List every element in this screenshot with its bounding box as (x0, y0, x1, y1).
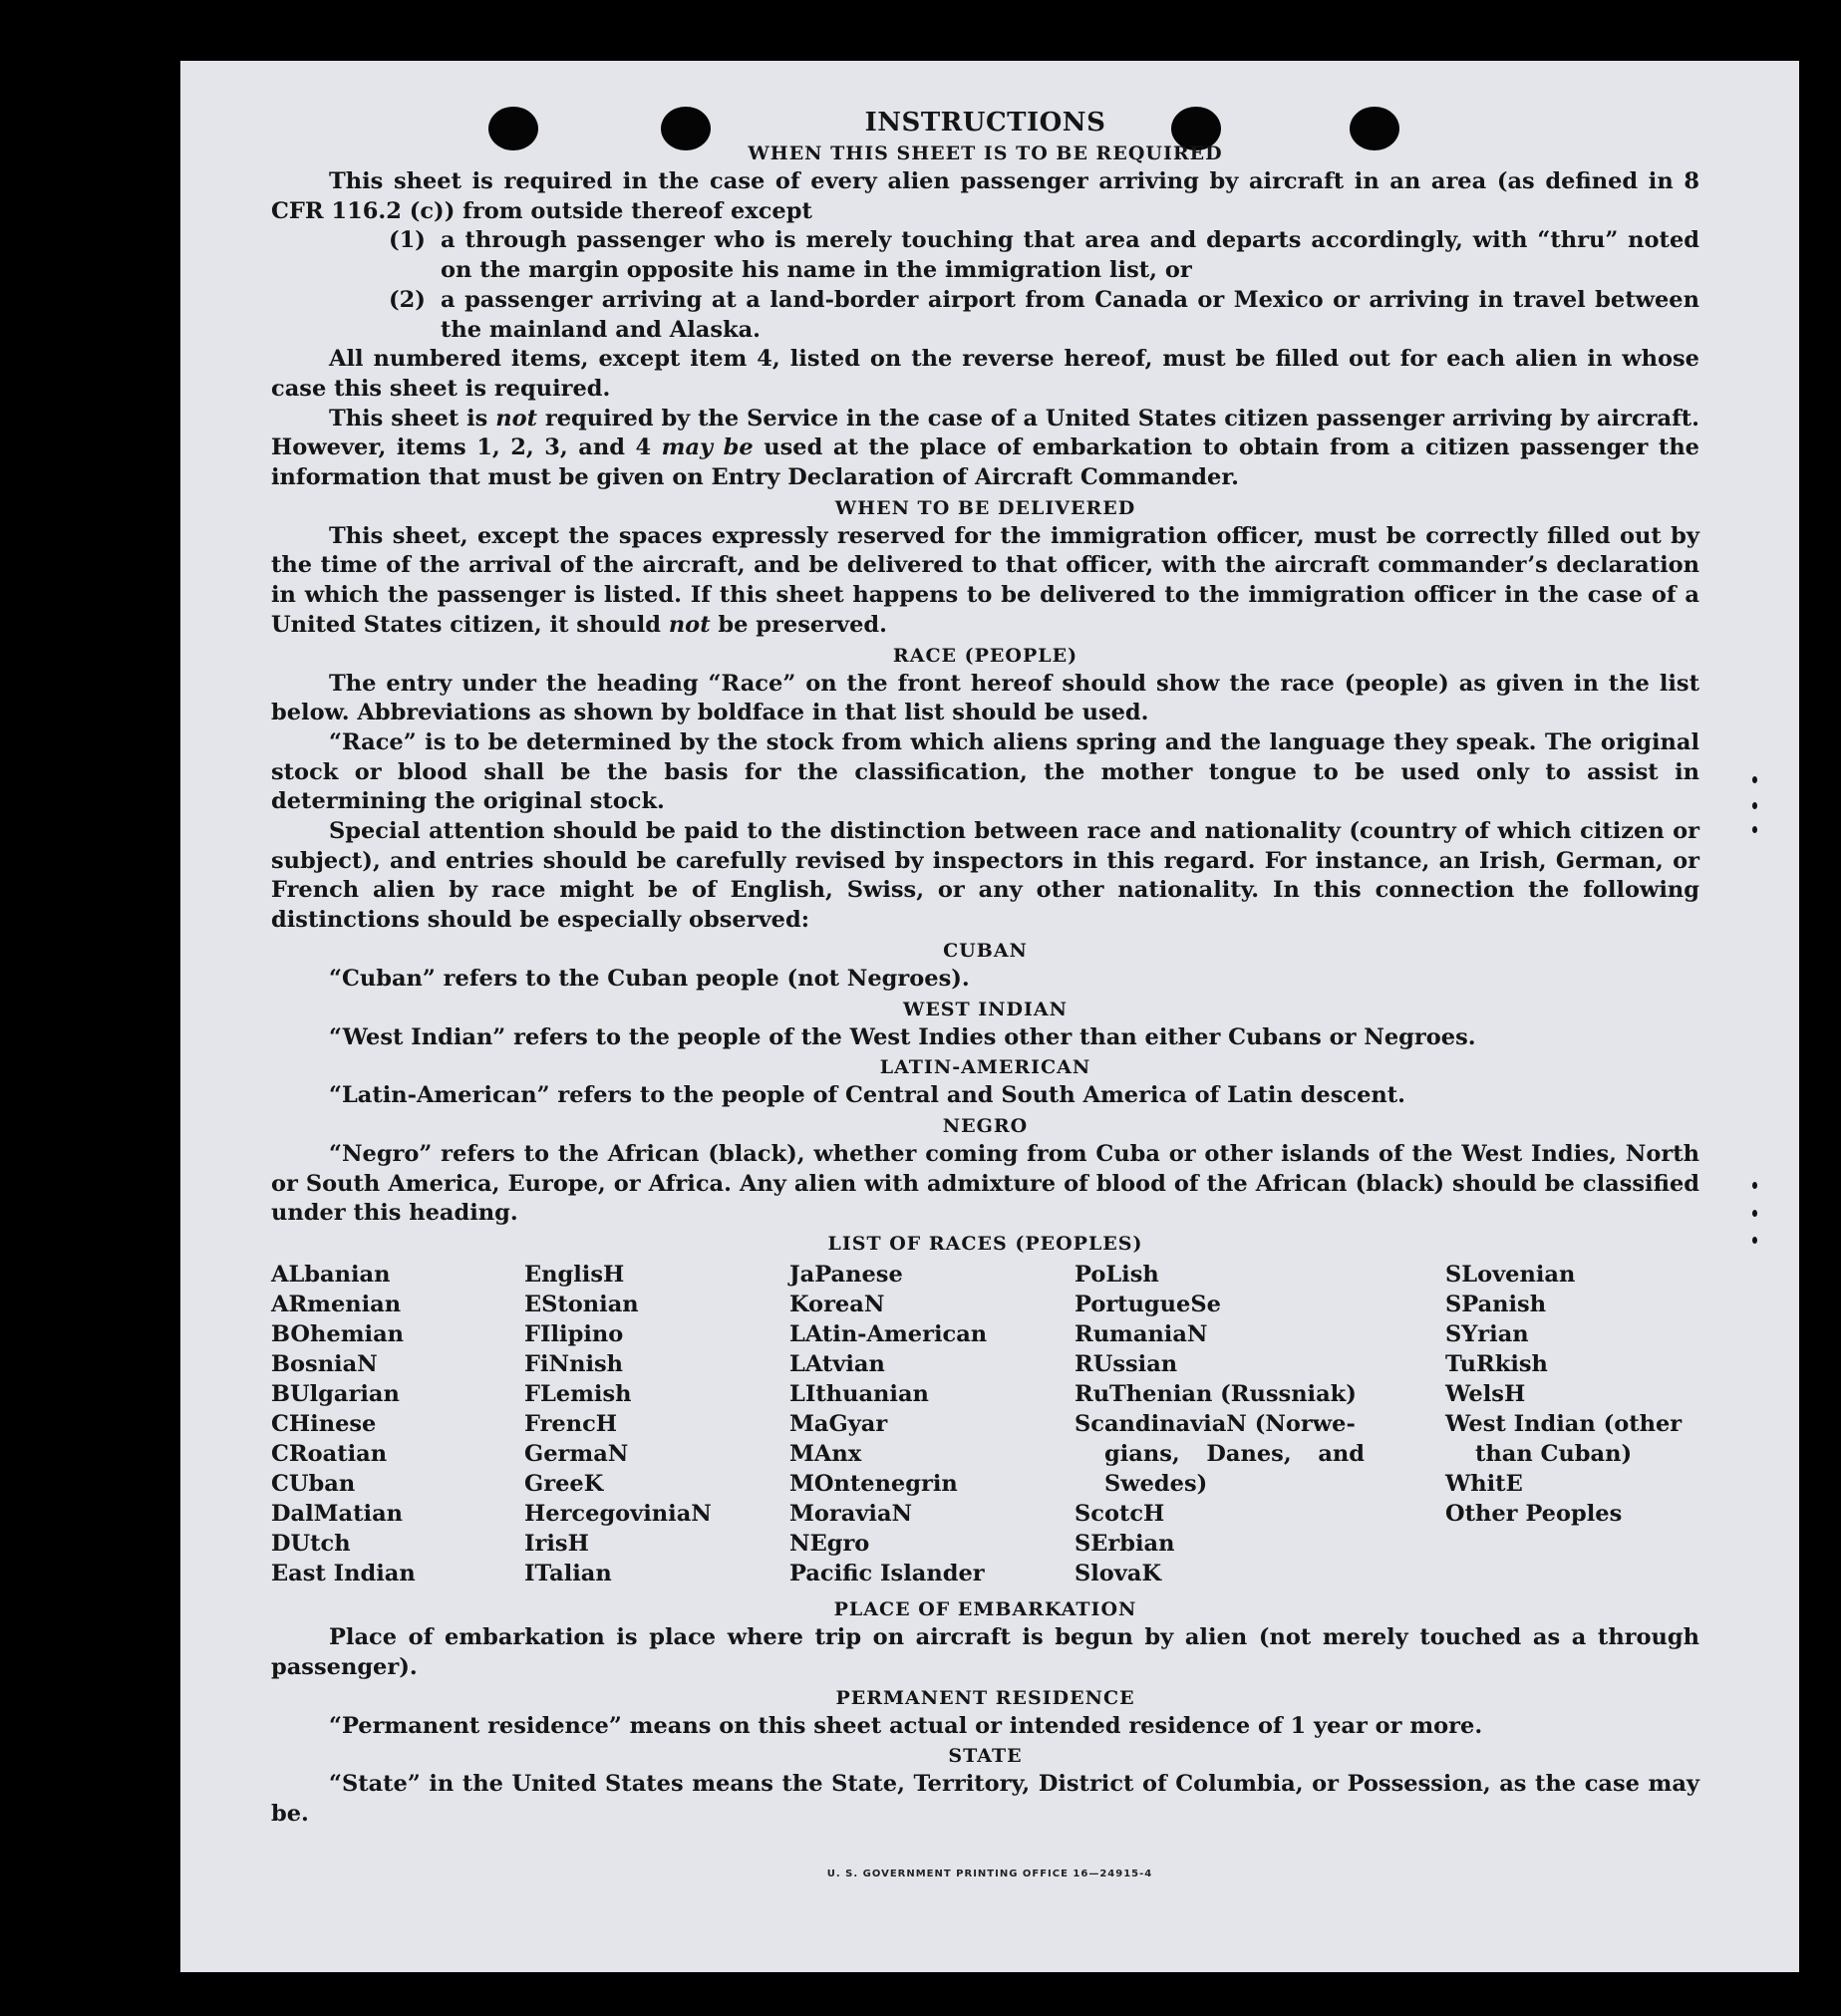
race-entry: GermaN (524, 1441, 629, 1468)
race-entry: SlovaK (1074, 1561, 1162, 1587)
race-entry: HercegoviniaN (524, 1501, 712, 1528)
heading-place-of-embarkation: PLACE OF EMBARKATION (833, 1598, 1137, 1621)
speck (1752, 1210, 1757, 1217)
race-entry: EnglisH (524, 1262, 625, 1289)
race-entry: WelsH (1445, 1381, 1526, 1408)
item-number: (2) (389, 286, 426, 313)
race-entry: ALbanian (271, 1262, 391, 1289)
printer-imprint: U. S. GOVERNMENT PRINTING OFFICE 16—24915-4 (826, 1869, 1153, 1879)
numbered-item (389, 286, 1699, 345)
race-column (1074, 1260, 1365, 1588)
paragraph: The entry under the heading “Race” on the front hereof should show the race (people) as given in the list below. Abbreviations as shown by boldface in that list should be used. (271, 670, 1699, 726)
speck (1752, 1237, 1757, 1244)
speck (1752, 776, 1757, 783)
heading-state: STATE (948, 1745, 1023, 1768)
race-entry: GreeK (524, 1471, 604, 1498)
race-entry: PortugueSe (1074, 1292, 1221, 1318)
race-entry: DalMatian (271, 1501, 404, 1528)
paragraph: “State” in the United States means the State, Territory, District of Columbia, or Possession, as the case may be. (271, 1771, 1699, 1827)
race-entry: TuRkish (1445, 1351, 1548, 1378)
item-text: a passenger arriving at a land-border airport from Canada or Mexico or arriving in travel between the mainland and Alaska. (441, 286, 1699, 343)
heading-race: RACE (PEOPLE) (892, 644, 1078, 667)
race-entry: CRoatian (271, 1441, 388, 1468)
speck (1752, 826, 1757, 833)
race-entry: EStonian (524, 1292, 639, 1318)
race-entry: WhitE (1445, 1471, 1523, 1498)
paragraph: “Cuban” refers to the Cuban people (not Negroes). (329, 965, 970, 992)
race-entry: MoraviaN (789, 1501, 913, 1528)
paragraph: This sheet is required in the case of every alien passenger arriving by aircraft in an area (as defined in 8 CFR 116.2 (c)) from outside thereof except (271, 168, 1699, 224)
heading-when-delivered: WHEN TO BE DELIVERED (834, 496, 1136, 519)
speck (1752, 1182, 1757, 1189)
race-entry: BosniaN (271, 1351, 378, 1378)
paragraph: “Permanent residence” means on this sheet actual or intended residence of 1 year or more. (329, 1712, 1483, 1739)
paragraph: “Race” is to be determined by the stock from which aliens spring and the language they speak. The original stock or blood shall be the basis for the classification, the mother tongue to be used only to assist in determining the original stock. (271, 728, 1699, 815)
heading-list-of-races: LIST OF RACES (PEOPLES) (827, 1233, 1143, 1256)
race-entry: BOhemian (271, 1321, 405, 1348)
race-entry: PoLish (1074, 1262, 1159, 1289)
race-list (271, 1260, 1699, 1594)
paragraph: “Latin-American” refers to the people of Central and South America of Latin descent. (329, 1082, 1405, 1109)
paragraph: All numbered items, except item 4, listed on the reverse hereof, must be filled out for each alien in whose case this sheet is required. (271, 346, 1699, 402)
race-entry: ITalian (524, 1561, 612, 1587)
heading-when-required: WHEN THIS SHEET IS TO BE REQUIRED (748, 143, 1223, 164)
race-entry: West Indian (other (1445, 1411, 1683, 1438)
race-entry: FrencH (524, 1411, 618, 1438)
numbered-item (389, 226, 1699, 285)
race-entry: Swedes) (1104, 1471, 1208, 1498)
instructions-text (271, 107, 1699, 1830)
race-entry: MOntenegrin (789, 1471, 958, 1498)
race-entry: SErbian (1074, 1531, 1175, 1558)
race-entry: FLemish (524, 1381, 632, 1408)
race-column (524, 1260, 712, 1588)
race-entry: than Cuban) (1475, 1441, 1633, 1468)
race-entry: SLovenian (1445, 1262, 1576, 1289)
paragraph: “Negro” refers to the African (black), whether coming from Cuba or other islands of the West Indies, North or South America, Europe, or Africa. Any alien with admixture of blood of the African (black) should be classified under this heading. (271, 1140, 1699, 1227)
race-entry: MAnx (789, 1441, 862, 1468)
race-entry: Other Peoples (1445, 1501, 1623, 1528)
instruction-sheet (180, 61, 1799, 1972)
race-entry: LIthuanian (789, 1381, 929, 1408)
race-entry: JaPanese (789, 1262, 903, 1289)
heading-permanent-residence: PERMANENT RESIDENCE (835, 1686, 1135, 1709)
race-entry: East Indian (271, 1561, 416, 1587)
race-entry: RuThenian (Russniak) (1074, 1381, 1357, 1408)
race-column (1445, 1260, 1699, 1529)
race-entry: ScandinaviaN (Norwe- (1074, 1411, 1356, 1438)
race-entry: MaGyar (789, 1411, 888, 1438)
emphasis: may be (661, 434, 754, 461)
page-title: INSTRUCTIONS (864, 108, 1106, 138)
race-entry: RumaniaN (1074, 1321, 1208, 1348)
race-entry: ARmenian (271, 1292, 402, 1318)
paragraph: This sheet, except the spaces expressly reserved for the immigration officer, must be correctly filled out by the time of the arrival of the aircraft, and be delivered to that officer, with the aircraft commander’s declaration in which the passenger is listed. If this sheet happens to be delivered to the immigration officer in the case of a United States citizen, it should not be preserved. (271, 522, 1699, 638)
race-entry: KoreaN (789, 1292, 885, 1318)
paragraph: This sheet is not required by the Service in the case of a United States citizen passenger arriving by aircraft. However, items 1, 2, 3, and 4 may be used at the place of embarkation to obtain from a citizen passenger the information that must be given on Entry Declaration of Aircraft Commander. (271, 405, 1699, 491)
race-entry: CUban (271, 1471, 356, 1498)
speck (1752, 802, 1757, 809)
heading-west-indian: WEST INDIAN (902, 998, 1069, 1020)
item-number: (1) (389, 227, 426, 254)
race-entry: IrisH (524, 1531, 589, 1558)
emphasis: not (495, 405, 537, 432)
paragraph: Place of embarkation is place where trip on aircraft is begun by alien (not merely touched as a through passenger). (271, 1624, 1699, 1680)
heading-negro: NEGRO (942, 1114, 1029, 1137)
race-entry: SYrian (1445, 1321, 1529, 1348)
race-entry: DUtch (271, 1531, 351, 1558)
race-column (789, 1260, 987, 1588)
paragraph: “West Indian” refers to the people of the West Indies other than either Cubans or Negroes. (329, 1023, 1476, 1050)
heading-latin-american: LATIN-AMERICAN (879, 1056, 1091, 1079)
race-entry: FiNnish (524, 1351, 624, 1378)
race-column (271, 1260, 416, 1588)
race-entry: gians, Danes, and (1104, 1441, 1365, 1468)
paragraph: Special attention should be paid to the distinction between race and nationality (country of which citizen or subject), and entries should be carefully revised by inspectors in this regard. For instance, an Irish, German, or French alien by race might be of English, Swiss, or any other nationality. In this connection the following distinctions should be especially observed: (271, 818, 1699, 934)
item-text: a through passenger who is merely touching that area and departs accordingly, with “thru” noted on the margin opposite his name in the immigration list, or (441, 227, 1699, 284)
race-entry: ScotcH (1074, 1501, 1165, 1528)
heading-cuban: CUBAN (943, 939, 1028, 962)
race-entry: LAtvian (789, 1351, 885, 1378)
race-entry: FIlipino (524, 1321, 624, 1348)
race-entry: NEgro (789, 1531, 870, 1558)
race-entry: BUlgarian (271, 1381, 400, 1408)
emphasis: not (668, 611, 711, 638)
race-entry: CHinese (271, 1411, 377, 1438)
race-entry: Pacific Islander (789, 1561, 985, 1587)
race-entry: LAtin-American (789, 1321, 988, 1348)
race-entry: RUssian (1074, 1351, 1178, 1378)
race-entry: SPanish (1445, 1292, 1547, 1318)
